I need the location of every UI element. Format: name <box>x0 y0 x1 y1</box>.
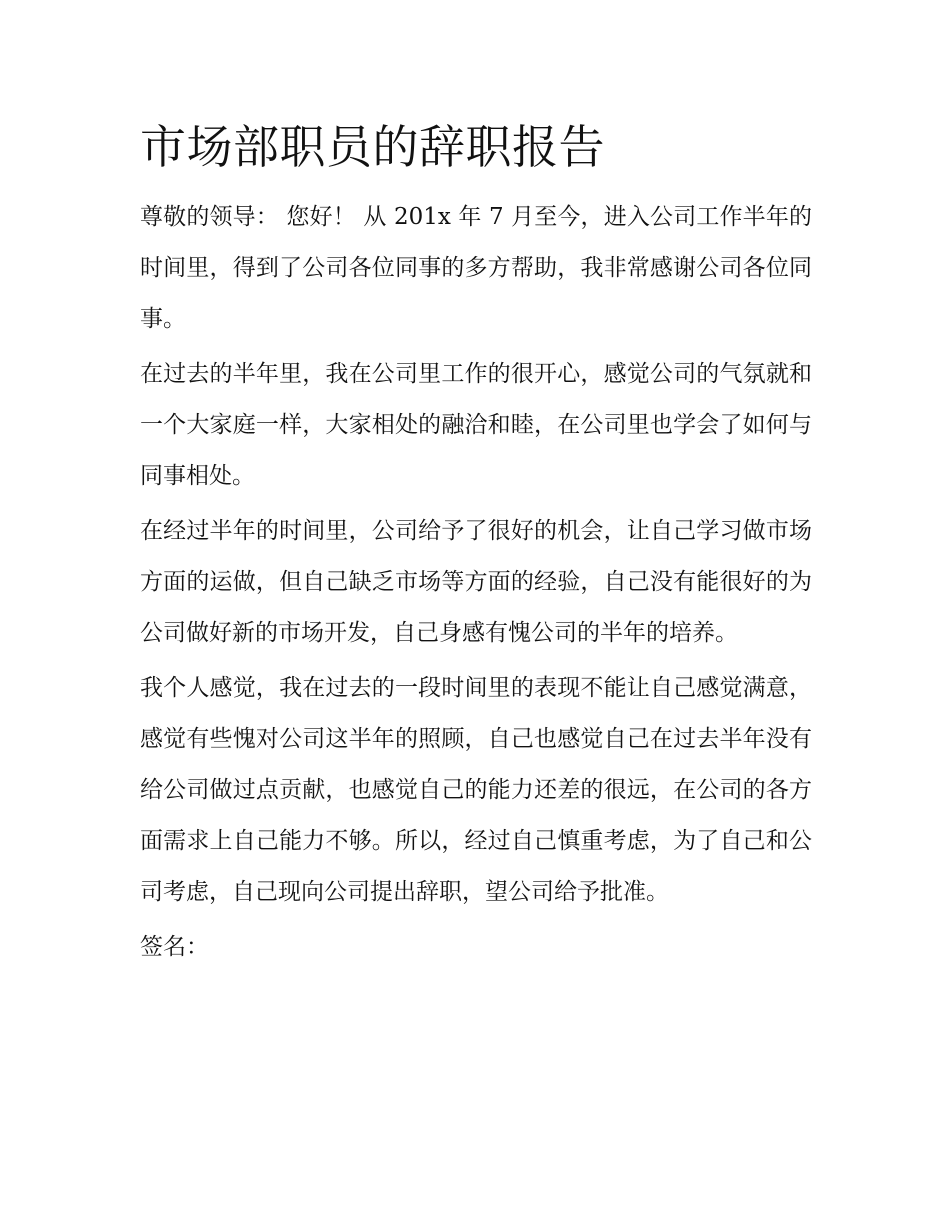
paragraph-resignation-request: 我个人感觉，我在过去的一段时间里的表现不能让自己感觉满意，感觉有些愧对公司这半年的照顾，自己也感觉自己在过去半年没有给公司做过点贡献，也感觉自己的能力还差的很远，在公司的各方面需求上自己能力不够。所以，经过自己慎重考虑，为了自己和公司考虑，自己现向公司提出辞职，望公司给予批准。 <box>140 675 812 905</box>
paragraph-work-atmosphere: 在过去的半年里，我在公司里工作的很开心，感觉公司的气氛就和一个大家庭一样，大家相处的融洽和睦，在公司里也学会了如何与同事相处。 <box>140 361 812 489</box>
paragraph-greeting: 尊敬的领导： 您好！ 从 201x 年 7 月至今，进入公司工作半年的时间里，得到了公司各位同事的多方帮助，我非常感谢公司各位同事。 <box>140 204 812 332</box>
document-body <box>140 192 812 973</box>
paragraph-opportunity: 在经过半年的时间里，公司给予了很好的机会，让自己学习做市场方面的运做，但自己缺乏市场等方面的经验，自己没有能很好的为公司做好新的市场开发，自己身感有愧公司的半年的培养。 <box>140 518 812 646</box>
signature-label: 签名： <box>140 934 209 960</box>
document-title: 市场部职员的辞职报告 <box>140 120 605 174</box>
document-content <box>140 112 812 977</box>
